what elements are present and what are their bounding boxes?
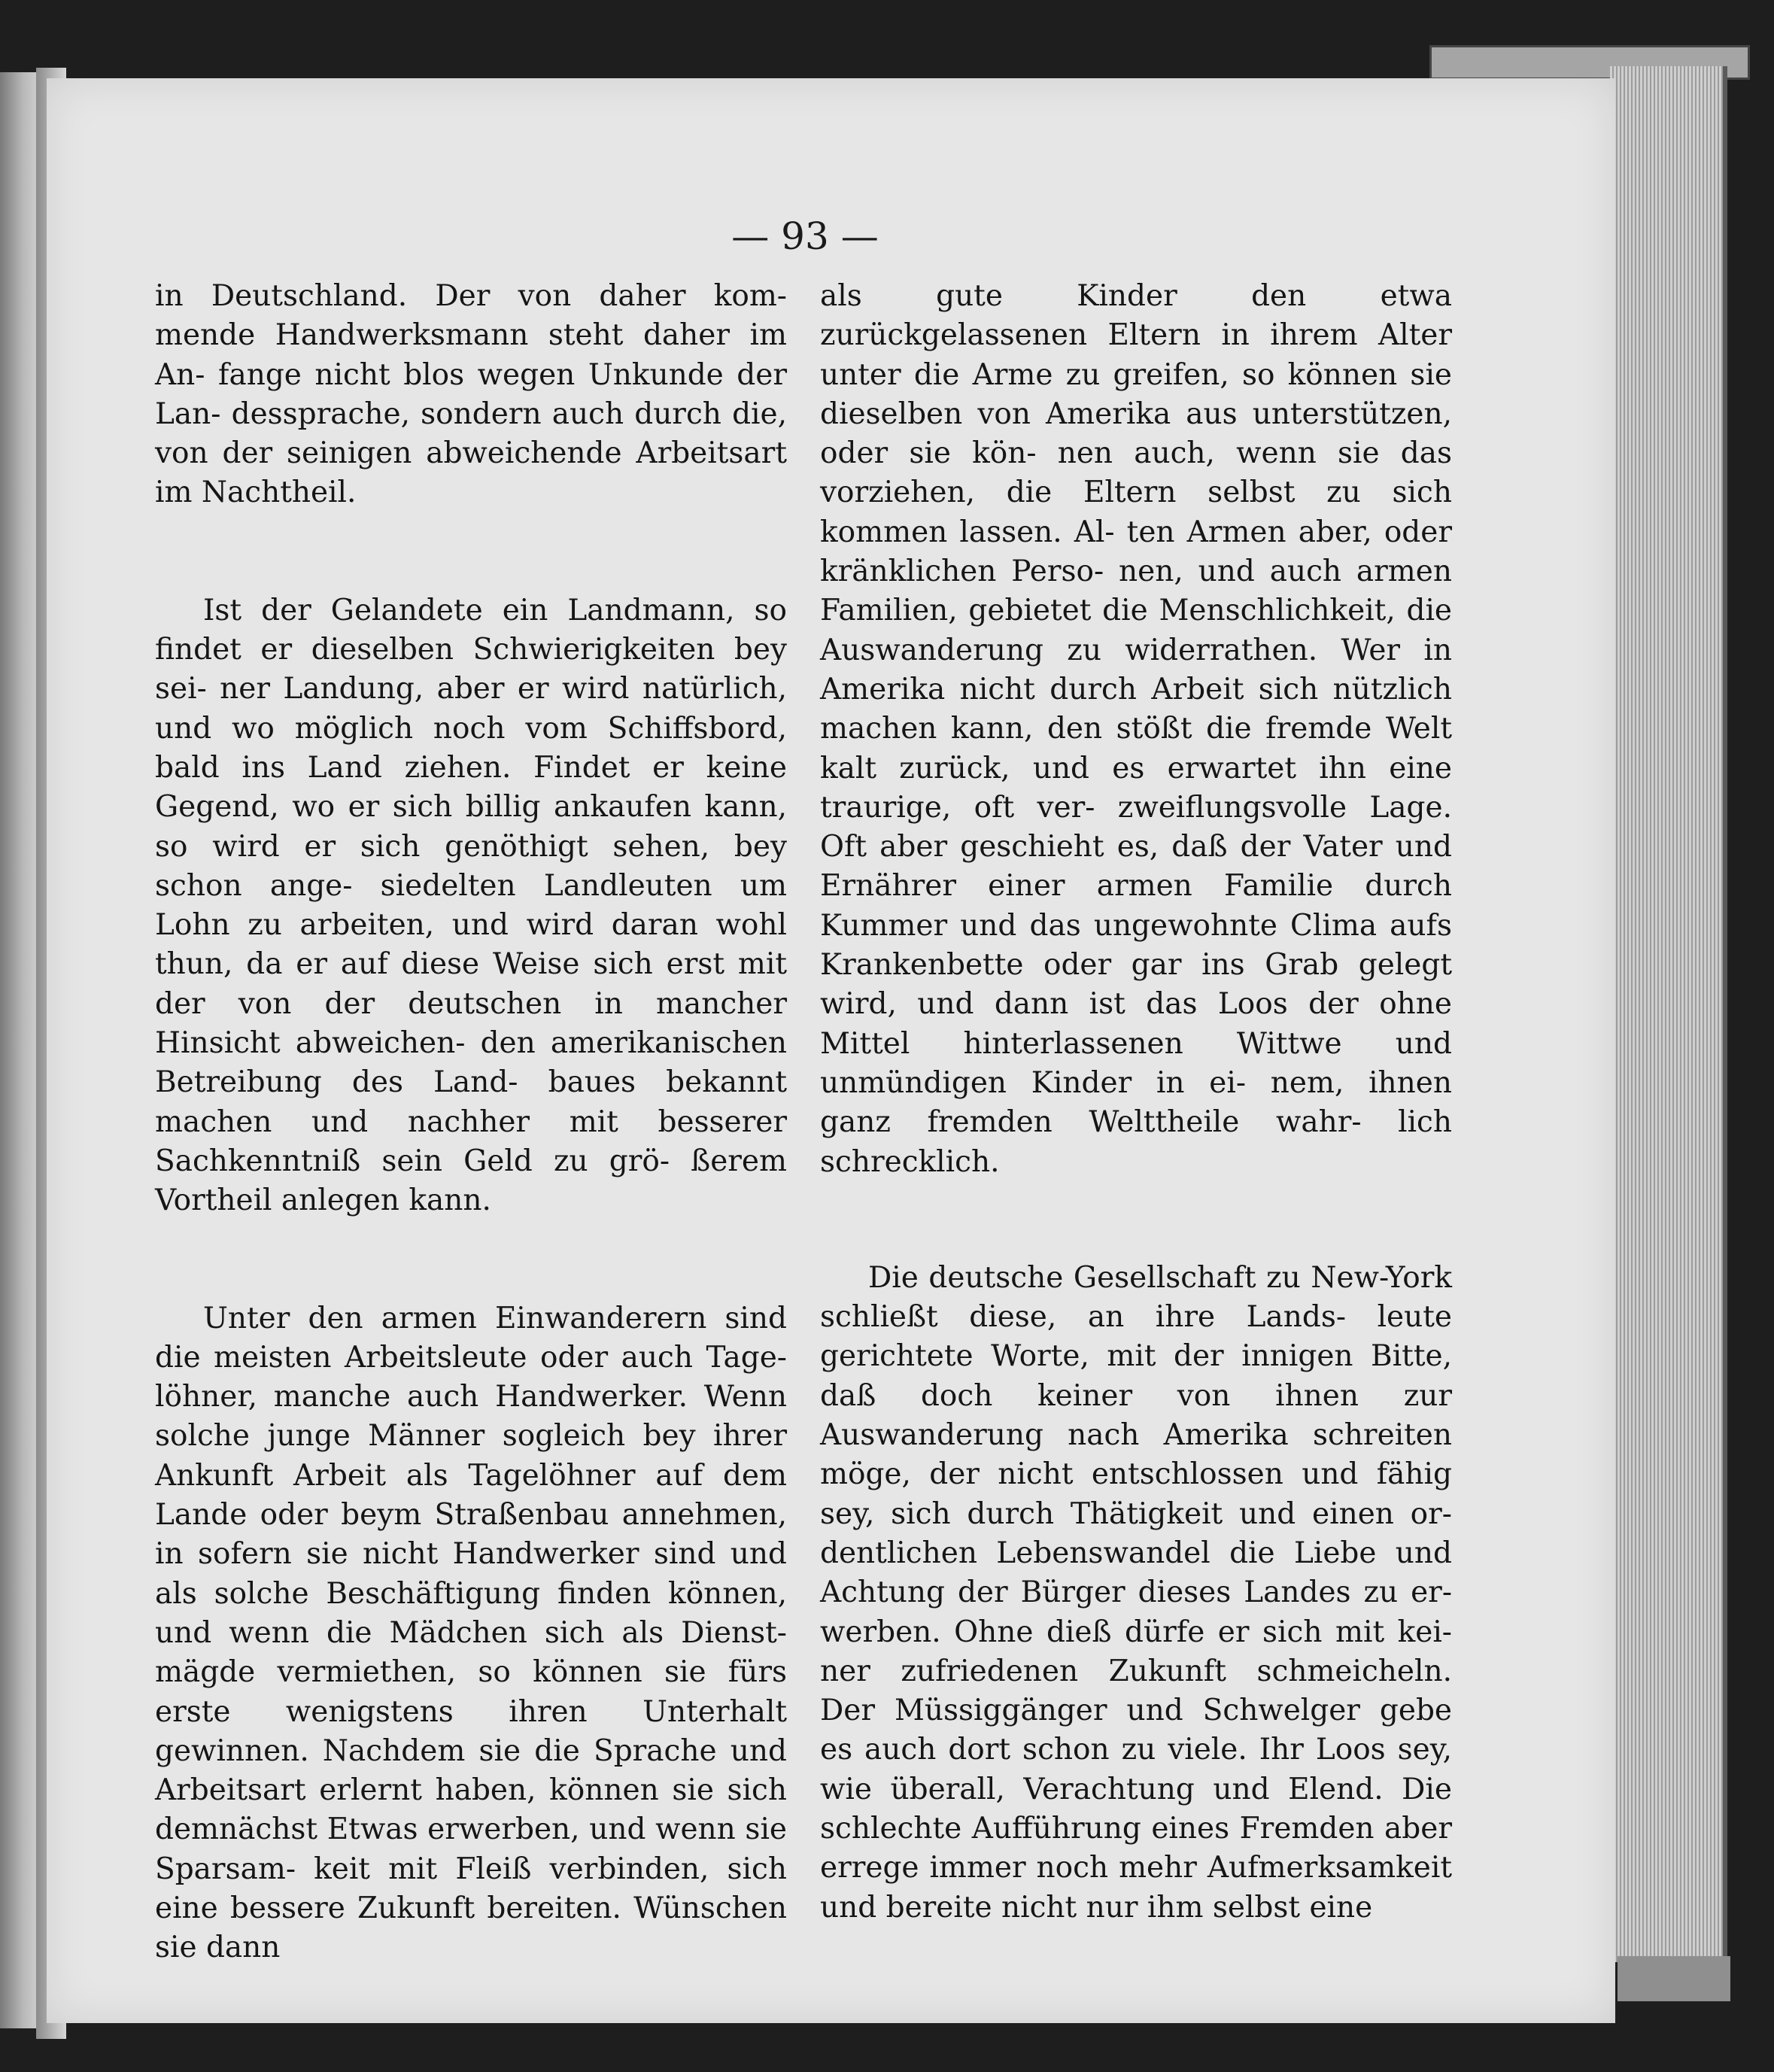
- page-stack-edge: [1610, 66, 1727, 1962]
- facing-page-edge: [0, 72, 39, 2028]
- paragraph: Die deutsche Gesellschaft zu New-York schließt diese, an ihre Lands- leute gerichtete Worte, mit der innigen Bitte, daß doch keiner von ihnen zur Auswanderung nach Amerika schreiten möge, der nicht entschlossen und fähig sey, sich durch Thätigkeit und einen or- dentlichen Lebenswandel die Liebe und Achtung der Bürger dieses Landes zu er- werben. Ohne dieß dürfe er sich mit kei- ner zufriedenen Zukunft schmeicheln. Der Müssiggänger und Schwelger gebe es auch dort schon zu viele. Ihr Loos sey, wie überall, Verachtung und Elend. Die schlechte Aufführung eines Fremden aber errege immer noch mehr Aufmerksamkeit und bereite nicht nur ihm selbst eine: [820, 1260, 1452, 1925]
- right-text-column: [820, 277, 1452, 1928]
- paragraph: als gute Kinder den etwa zurückgelassenen Eltern in ihrem Alter unter die Arme zu greifen, so können sie dieselben von Amerika aus unterstützen, oder sie kön- nen auch, wenn sie das vorziehen, die Eltern selbst zu sich kommen lassen. Al- ten Armen aber, oder kränklichen Perso- nen, und auch armen Familien, gebietet die Menschlichkeit, die Auswanderung zu widerrathen. Wer in Amerika nicht durch Arbeit sich nützlich machen kann, den stößt die fremde Welt kalt zurück, und es erwartet ihn eine traurige, oft ver- zweiflungsvolle Lage. Oft aber geschieht es, daß der Vater und Ernährer einer armen Familie durch Kummer und das ungewohnte Clima aufs Krankenbette oder gar ins Grab gelegt wird, und dann ist das Loos der ohne Mittel hinterlassenen Wittwe und unmündigen Kinder in ei- nem, ihnen ganz fremden Welttheile wahr- lich schrecklich.: [820, 279, 1452, 1179]
- page-number: — 93 —: [731, 214, 879, 258]
- book-cover-bottom: [1618, 1956, 1730, 2001]
- paragraph: Unter den armen Einwanderern sind die meisten Arbeitsleute oder auch Tage- löhner, manche auch Handwerker. Wenn solche junge Männer sogleich bey ihrer Ankunft Arbeit als Tagelöhner auf dem Lande oder beym Straßenbau annehmen, in sofern sie nicht Handwerker sind und als solche Beschäftigung finden können, und wenn die Mädchen sich als Dienst- mägde vermiethen, so können sie fürs erste wenigstens ihren Unterhalt gewinnen. Nachdem sie die Sprache und Arbeitsart erlernt haben, können sie sich demnächst Etwas erwerben, und wenn sie Sparsam- keit mit Fleiß verbinden, sich eine bessere Zukunft bereiten. Wünschen sie dann: [155, 1301, 787, 1965]
- paragraph: Ist der Gelandete ein Landmann, so findet er dieselben Schwierigkeiten bey sei- ner Landung, aber er wird natürlich, und wo möglich noch vom Schiffsbord, bald ins Land ziehen. Findet er keine Gegend, wo er sich billig ankaufen kann, so wird er sich genöthigt sehen, bey schon ange- siedelten Landleuten um Lohn zu arbeiten, und wird daran wohl thun, da er auf diese Weise sich erst mit der von der deutschen in mancher Hinsicht abweichen- den amerikanischen Betreibung des Land- baues bekannt machen und nachher mit besserer Sachkenntniß sein Geld zu grö- ßerem Vortheil anlegen kann.: [155, 593, 787, 1218]
- paragraph: in Deutschland. Der von daher kom- mende Handwerksmann steht daher im An- fange nicht blos wegen Unkunde der Lan- dessprache, sondern auch durch die, von der seinigen abweichende Arbeitsart im Nachtheil.: [155, 279, 787, 510]
- left-text-column: [155, 277, 787, 1968]
